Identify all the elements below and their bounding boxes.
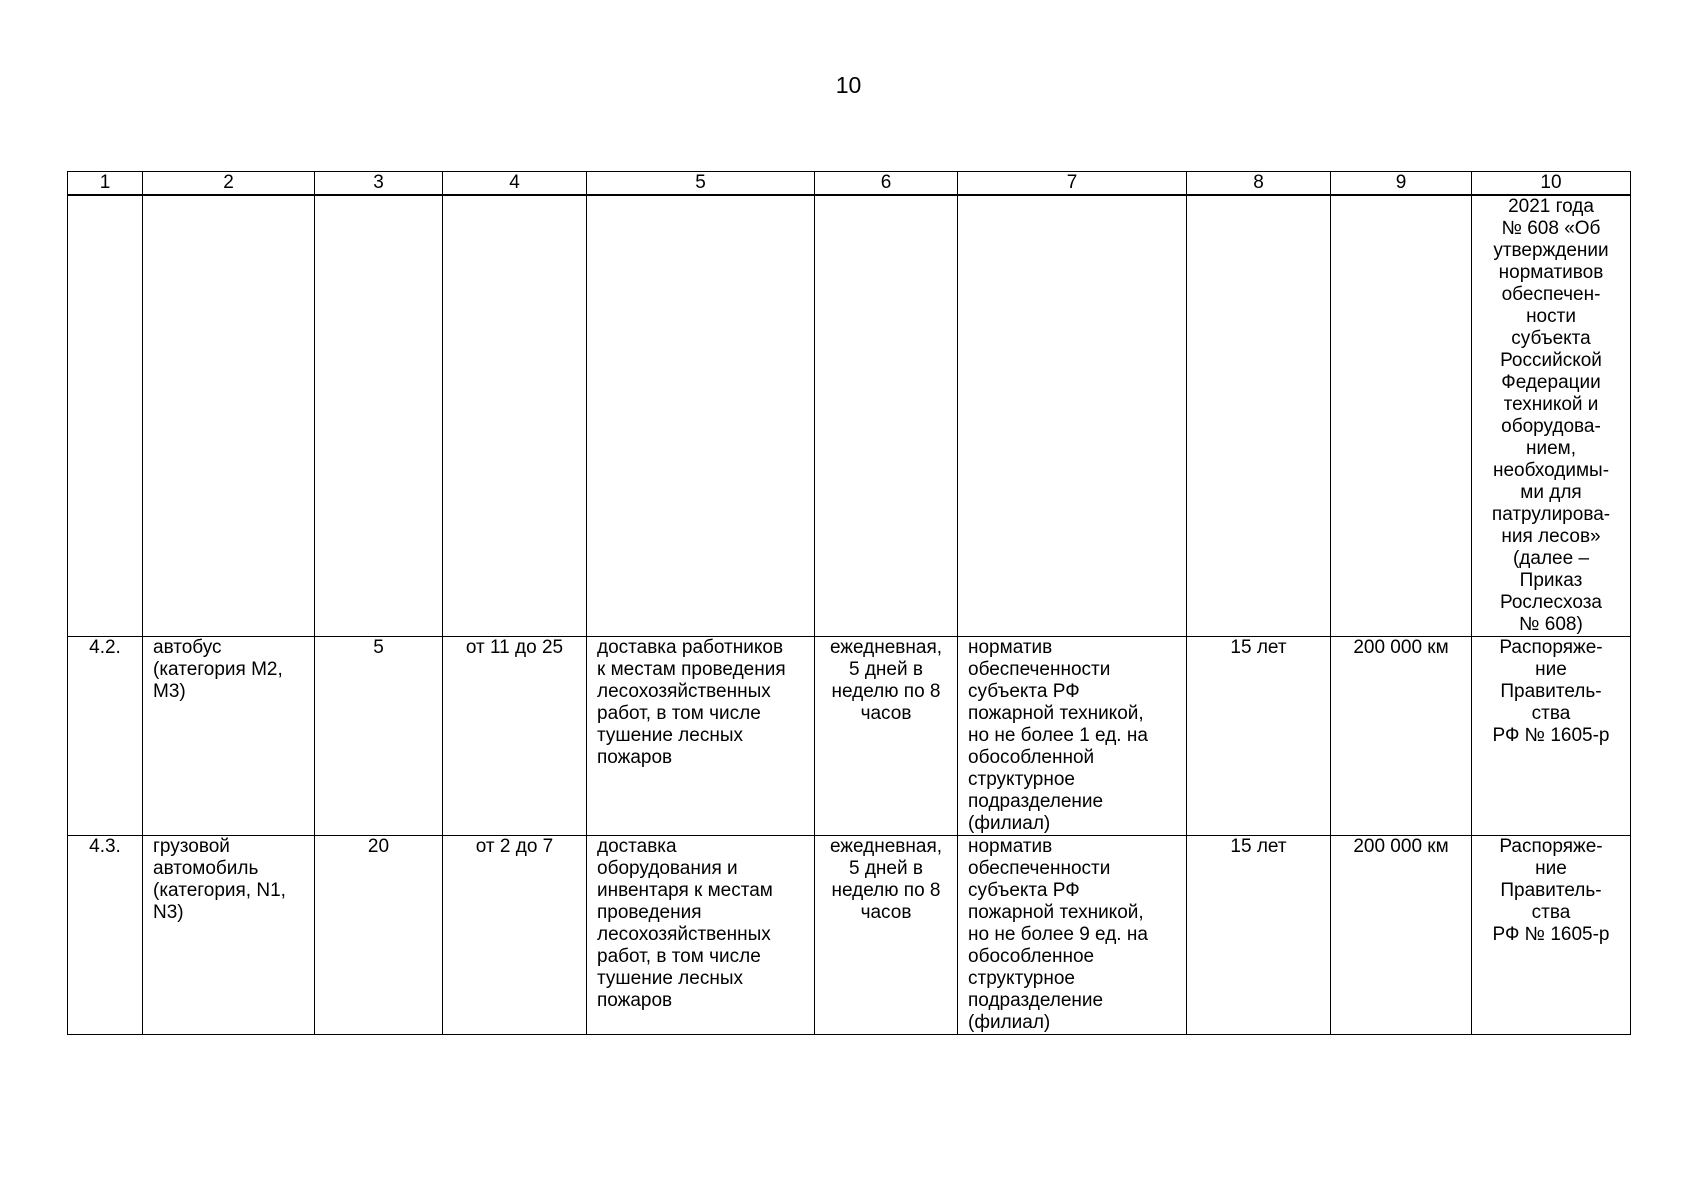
term-cell: 15 лет [1187,637,1331,836]
page-number: 10 [835,72,862,98]
quantity-cell: 20 [315,836,443,1035]
empty-cell [443,195,587,637]
header-cell: 7 [958,172,1187,196]
purpose-cell: доставка оборудования и инвентаря к местам проведения лесохозяйственных работ, в том числе тушение лесных пожаров [587,836,815,1035]
table-row [68,836,1631,1035]
empty-cell [1331,195,1472,637]
empty-cell [1187,195,1331,637]
basis-cell: Распоряже- ние Правитель- ства РФ № 1605-р [1472,637,1631,836]
range-cell: от 2 до 7 [443,836,587,1035]
table-row [68,637,1631,836]
term-cell: 15 лет [1187,836,1331,1035]
header-cell: 5 [587,172,815,196]
norm-cell: норматив обеспеченности субъекта РФ пожарной техникой, но не более 1 ед. на обособленной структурное подразделение (филиал) [958,637,1187,836]
empty-cell [587,195,815,637]
header-cell: 9 [1331,172,1472,196]
vehicle-name-cell: автобус (категория М2, М3) [143,637,315,836]
continuation-row [68,195,1631,637]
mileage-cell: 200 000 км [1331,637,1472,836]
row-number-cell: 4.2. [68,637,143,836]
quantity-cell: 5 [315,637,443,836]
norm-cell: норматив обеспеченности субъекта РФ пожарной техникой, но не более 9 ед. на обособленное структурное подразделение (филиал) [958,836,1187,1035]
vehicle-name-cell: грузовой автомобиль (категория, N1, N3) [143,836,315,1035]
basis-cell: 2021 года № 608 «Об утверждении нормативов обеспечен- ности субъекта Российской Федерации техникой и оборудова- нием, необходимы- ми для патрулирова- ния лесов» (далее – Приказ Рослесхоза № 608) [1472,195,1631,637]
frequency-cell: ежедневная, 5 дней в неделю по 8 часов [815,637,958,836]
empty-cell [958,195,1187,637]
empty-cell [815,195,958,637]
header-cell: 3 [315,172,443,196]
header-cell: 8 [1187,172,1331,196]
header-row [68,172,1631,196]
header-cell: 10 [1472,172,1631,196]
empty-cell [68,195,143,637]
row-number-cell: 4.3. [68,836,143,1035]
header-cell: 4 [443,172,587,196]
frequency-cell: ежедневная, 5 дней в неделю по 8 часов [815,836,958,1035]
mileage-cell: 200 000 км [1331,836,1472,1035]
header-cell: 6 [815,172,958,196]
empty-cell [315,195,443,637]
vehicle-norms-table [67,171,1631,1035]
purpose-cell: доставка работников к местам проведения лесохозяйственных работ, в том числе тушение лесных пожаров [587,637,815,836]
empty-cell [143,195,315,637]
basis-cell: Распоряже- ние Правитель- ства РФ № 1605-р [1472,836,1631,1035]
header-cell: 2 [143,172,315,196]
header-cell: 1 [68,172,143,196]
range-cell: от 11 до 25 [443,637,587,836]
